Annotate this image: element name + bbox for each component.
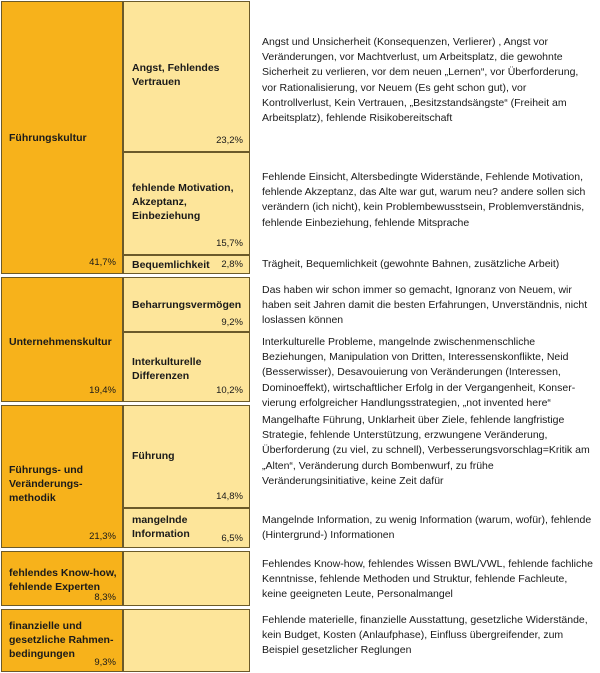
category-fuehrungskultur bbox=[1, 1, 123, 274]
subcategory-know-how bbox=[123, 551, 250, 606]
category-rahmenbedingungen bbox=[1, 609, 123, 672]
category-percent: 21,3% bbox=[89, 531, 116, 542]
subcategory-percent: 9,2% bbox=[221, 317, 243, 328]
category-percent: 9,3% bbox=[94, 657, 116, 668]
description-rahmenbedingungen: Fehlende materielle, finanzielle Ausstattung, gesetzliche Widerstände, kein Budget, Kosten (Anlaufphase), Einfluss übergreifender, zum Beispiel gesetzlicher Reglungen bbox=[262, 614, 588, 657]
subcategory-angst bbox=[123, 1, 250, 152]
description-motivation: Fehlende Einsicht, Altersbedingte Widerstände, Fehlende Motivation, fehlende Akzeptanz, das Alte war gut, warum neu? andere sollen sich verändern (ich nicht), kein Problembewusstsein, Problemverständnis, fehlende Einbeziehung, fehlende Mitsprache bbox=[262, 171, 586, 229]
subcategory-information bbox=[123, 508, 250, 548]
subcategory-label: mangelnde Information bbox=[132, 514, 190, 540]
category-label: finanzielle und gesetzliche Rahmen-bedingungen bbox=[9, 620, 114, 660]
subcategory-rahmenbedingungen bbox=[123, 609, 250, 672]
subcategory-label: Beharrungsvermögen bbox=[132, 299, 242, 311]
subcategory-percent: 23,2% bbox=[216, 135, 243, 146]
description-know-how: Fehlendes Know-how, fehlendes Wissen BWL/VWL, fehlende fachliche Kenntnisse, fehlende Methoden und Struktur, fehlende Fachleute, keine geeigneten Leute, Personalmangel bbox=[262, 558, 593, 601]
subcategory-percent: 10,2% bbox=[216, 385, 243, 396]
description-fuehrung: Mangelhafte Führung, Unklarheit über Ziele, fehlende langfristige Strategie, fehlende Unterstützung, erzwungene Veränderung, Überforderung (zu viel, zu schnell), Verbesserungsvorschlag=Kritik am „Alten“, Veränderung durch Bombenwurf, zu frühe Veränderungsinitiative, keine Zeit dafür bbox=[262, 414, 590, 487]
subcategory-label: Führung bbox=[132, 450, 175, 462]
subcategory-percent: 6,5% bbox=[221, 533, 243, 544]
subcategory-label: Interkulturelle Differenzen bbox=[132, 356, 202, 382]
subcategory-interkulturelle-differenzen bbox=[123, 332, 250, 402]
category-fuehrungsmethodik bbox=[1, 405, 123, 548]
category-percent: 41,7% bbox=[89, 257, 116, 268]
category-label: Führungs- und Veränderungs-methodik bbox=[9, 464, 84, 504]
subcategory-bequemlichkeit bbox=[123, 255, 250, 274]
category-label: Führungskultur bbox=[9, 132, 87, 144]
subcategory-label: fehlende Motivation, Akzeptanz, Einbeziehung bbox=[132, 182, 234, 222]
category-label: fehlendes Know-how, fehlende Experten bbox=[9, 567, 117, 593]
category-percent: 19,4% bbox=[89, 385, 116, 396]
description-angst: Angst und Unsicherheit (Konsequenzen, Verlierer) , Angst vor Veränderungen, vor Machtverlust, um Arbeitsplatz, die gewohnte Sicherheit zu verlieren, vor dem neuen „Lernen“, vor Überforderung, vor Rationalisierung, vor Neuem (Es geht schon gut), vor Kontrollverlust, Kein Vertrauen, „Besitzstandsängste“ (Freiheit am Arbeitsplatz), fehlende Risikobereitschaft bbox=[262, 36, 579, 125]
subcategory-beharrungsvermoegen bbox=[123, 277, 250, 332]
category-label: Unternehmenskultur bbox=[9, 336, 112, 348]
category-know-how bbox=[1, 551, 123, 606]
subcategory-percent: 14,8% bbox=[216, 491, 243, 502]
subcategory-percent: 2,8% bbox=[221, 259, 243, 270]
description-bequemlichkeit: Trägheit, Bequemlichkeit (gewohnte Bahnen, zusätzliche Arbeit) bbox=[262, 258, 560, 270]
description-information: Mangelnde Information, zu wenig Information (warum, wofür), fehlende (Hintergrund-) Informationen bbox=[262, 514, 592, 542]
description-interkulturelle-differenzen: Interkulturelle Probleme, mangelnde zwischenmenschliche Beziehungen, Manipulation von Dritten, Interessenskonflikte, Neid (Besserwisser), Desavouierung von Veränderungen (Interessen, Dominoeffekt), wirtschaftlicher Erfolg in der Vergangenheit, Konser-vierung erfolgreicher Handlungsstrategien, „not invented here“ bbox=[262, 336, 576, 409]
subcategory-label: Bequemlichkeit bbox=[132, 259, 210, 271]
description-beharrungsvermoegen: Das haben wir schon immer so gemacht, Ignoranz von Neuem, wir haben seit Jahren damit die besten Erfahrungen, Unverständnis, nicht loslassen können bbox=[262, 284, 588, 327]
subcategory-label: Angst, Fehlendes Vertrauen bbox=[132, 62, 220, 88]
category-unternehmenskultur bbox=[1, 277, 123, 402]
category-percent: 8,3% bbox=[94, 592, 116, 603]
subcategory-percent: 15,7% bbox=[216, 238, 243, 249]
subcategory-fuehrung bbox=[123, 405, 250, 508]
subcategory-motivation bbox=[123, 152, 250, 255]
